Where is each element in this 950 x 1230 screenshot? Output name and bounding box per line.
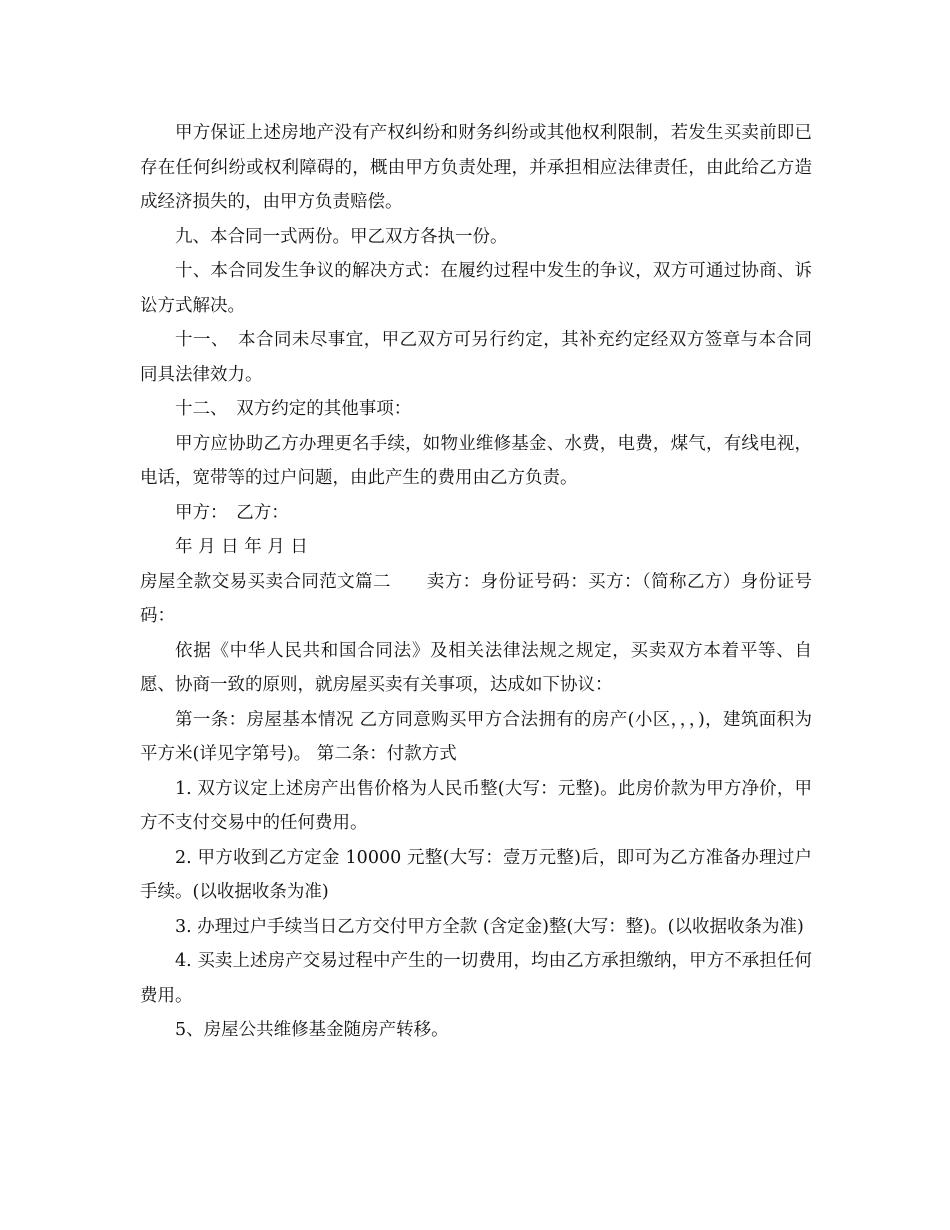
- paragraph-clause-10: 十、本合同发生争议的解决方式：在履约过程中发生的争议，双方可通过协商、诉讼方式解决。: [140, 261, 812, 316]
- contract-two-heading: 房屋全款交易买卖合同范文篇二 卖方：身份证号码：买方：（简称乙方）身份证号码：: [140, 571, 812, 626]
- paragraph-payment-5: 5、房屋公共维修基金随房产转移。: [175, 1020, 449, 1040]
- paragraph-legal-basis: 依据《中华人民共和国合同法》及相关法律法规之规定，买卖双方本着平等、自愿、协商一致的原则，就房屋买卖有关事项，达成如下协议：: [140, 640, 812, 695]
- paragraph-payment-2: 2. 甲方收到乙方定金 10000 元整(大写：壹万元整)后，即可为乙方准备办理过户手续。(以收据收条为准): [140, 847, 812, 902]
- paragraph-payment-3: 3. 办理过户手续当日乙方交付甲方全款 (含定金)整(大写：整)。(以收据收条为准): [175, 916, 804, 937]
- paragraph-clause-12: 十二、 双方约定的其他事项：: [175, 399, 412, 419]
- paragraph-clause-11: 十一、 本合同未尽事宜，甲乙双方可另行约定，其补充约定经双方签章与本合同同具法律效力。: [140, 330, 812, 385]
- signature-dates: 年 月 日 年 月 日: [175, 537, 308, 557]
- paragraph-payment-1: 1. 双方议定上述房产出售价格为人民币整(大写：元整)。此房价款为甲方净价，甲方不支付交易中的任何费用。: [140, 778, 812, 833]
- paragraph-article-1: 第一条：房屋基本情况 乙方同意购买甲方合法拥有的房产(小区，，，)，建筑面积为 平方米(详见字第号)。 第二条：付款方式: [140, 709, 812, 764]
- document-body: [140, 116, 812, 1048]
- paragraph-warranty: 甲方保证上述房地产没有产权纠纷和财务纠纷或其他权利限制，若发生买卖前即已存在任何纠纷或权利障碍的，概由甲方负责处理，并承担相应法律责任，由此给乙方造成经济损失的，由甲方负责赔偿。: [140, 123, 812, 212]
- paragraph-transfer-duties: 甲方应协助乙方办理更名手续，如物业维修基金、水费，电费，煤气，有线电视，电话，宽带等的过户问题，由此产生的费用由乙方负责。: [140, 433, 812, 488]
- paragraph-payment-4: 4. 买卖上述房产交易过程中产生的一切费用，均由乙方承担缴纳，甲方不承担任何费用。: [140, 951, 812, 1006]
- signature-parties: 甲方： 乙方：: [175, 502, 289, 523]
- paragraph-clause-9: 九、本合同一式两份。甲乙双方各执一份。: [175, 226, 508, 247]
